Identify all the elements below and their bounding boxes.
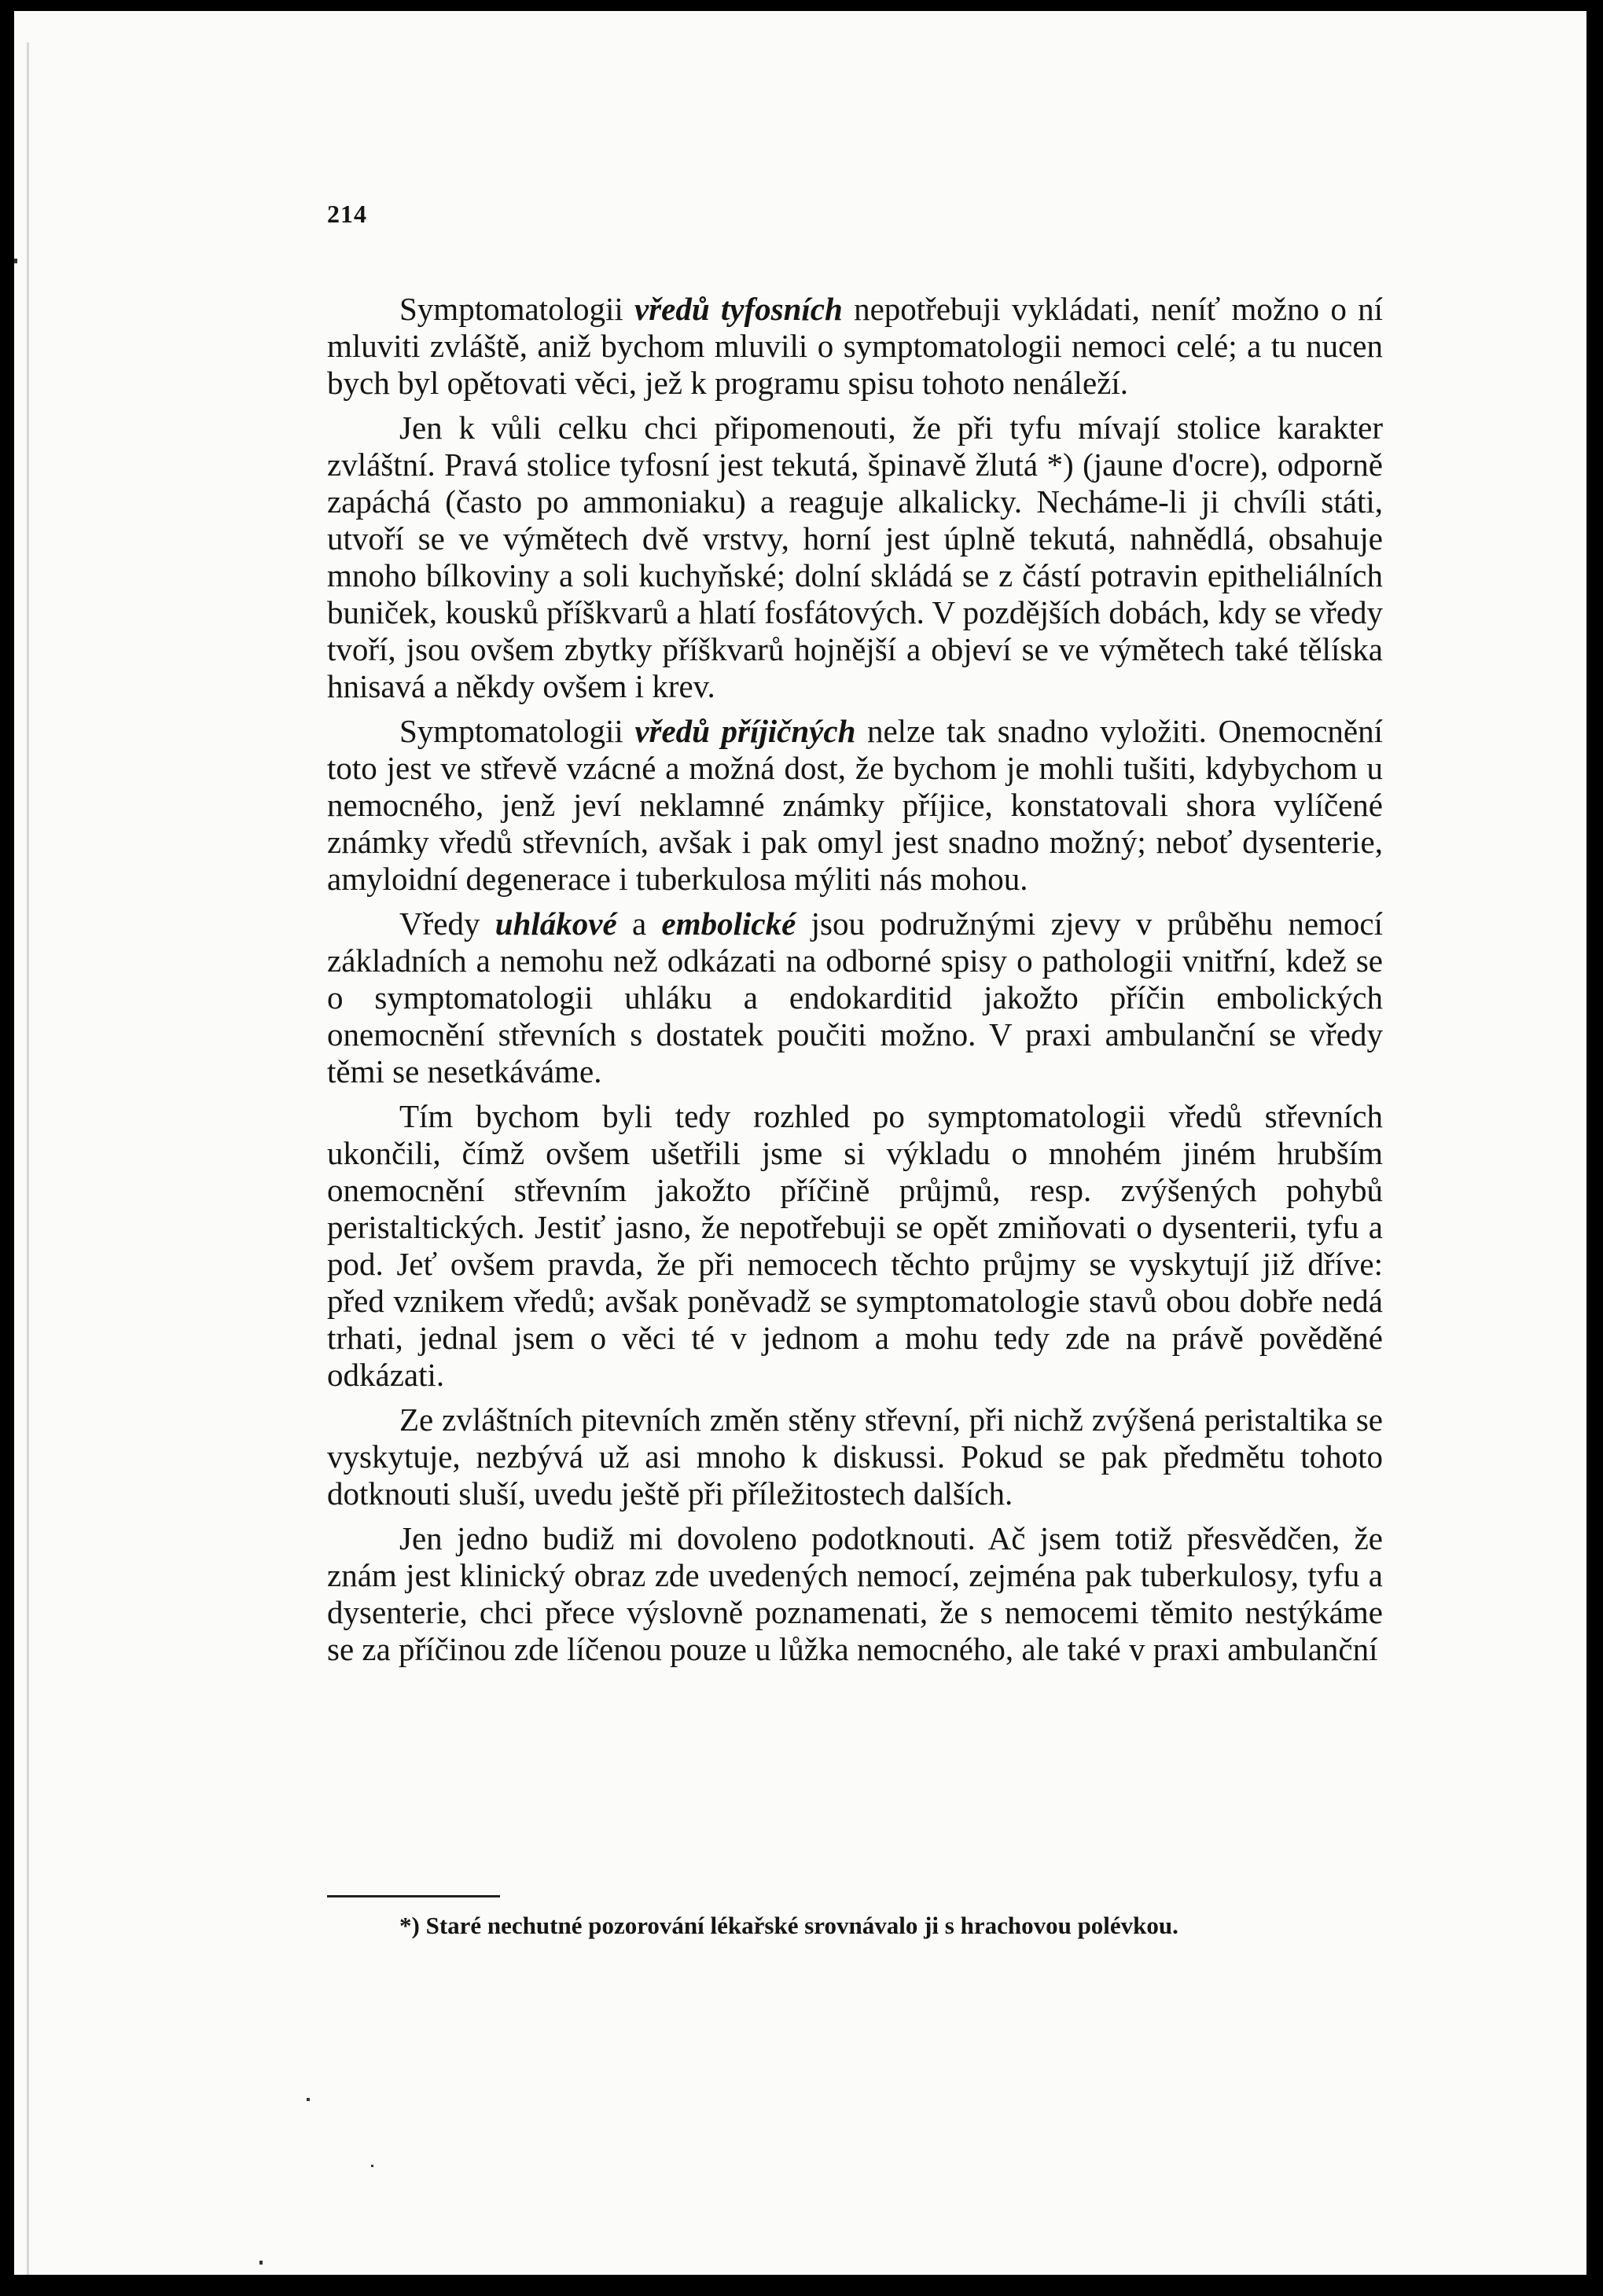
body-text — [327, 291, 1383, 1676]
paragraph: Tím bychom byli tedy rozhled po symptomatologii vředů střevních ukončili, čímž ovšem ušetřili jsme si výkladu o mnohém jiném hrubším onemocnění střevním jakožto příčině průjmů, resp. zvýšených pohybů peristaltických. Jestiť jasno, že nepotřebuji se opět zmiňovati o dysenterii, tyfu a pod. Jeť ovšem pravda, že při nemocech těchto průjmy se vyskytují již dříve: před vznikem vředů; avšak poněvadž se symptomatologie stavů obou dobře nedá trhati, jednal jsem o věci té v jednom a mohu tedy zde na právě pověděné odkázati. — [327, 1098, 1383, 1393]
footnote-divider — [327, 1895, 500, 1897]
page-edge-shadow — [27, 42, 29, 2275]
italic-term: vředů příjičných — [634, 713, 856, 749]
scan-speck — [371, 2165, 373, 2167]
scan-speck — [14, 259, 17, 263]
page-number: 214 — [327, 200, 367, 228]
italic-term: uhlákové — [495, 906, 617, 942]
italic-term: embolické — [661, 906, 796, 942]
footnote: *) Staré nechutné pozorování lékařské srovnávalo ji s hrachovou polévkou. — [399, 1912, 1178, 1939]
paragraph: Jen jedno budiž mi dovoleno podotknouti. Ač jsem totiž přesvědčen, že znám jest klinický obraz zde uvedených nemocí, zejména pak tuberkulosy, tyfu a dysenterie, chci přece výslovně poznamenati, že s nemocemi těmito nestýkáme se za příčinou zde líčenou pouze u lůžka nemocného, ale také v praxi ambulanční — [327, 1520, 1383, 1667]
book-page — [14, 11, 1586, 2275]
paragraph: Symptomatologii vředů tyfosních nepotřebuji vykládati, neníť možno o ní mluviti zvláště, aniž bychom mluvili o symptomatologii nemoci celé; a tu nucen bych byl opětovati věci, jež k programu spisu tohoto nenáleží. — [327, 291, 1383, 401]
paragraph: Ze zvláštních pitevních změn stěny střevní, při nichž zvýšená peristaltika se vyskytuje, nezbývá už asi mnoho k diskussi. Pokud se pak předmětu tohoto dotknouti sluší, uvedu ještě při příležitostech dalších. — [327, 1401, 1383, 1512]
paragraph: Jen k vůli celku chci připomenouti, že při tyfu mívají stolice karakter zvláštní. Pravá stolice tyfosní jest tekutá, špinavě žlutá *) (jaune d'ocre), odporně zapáchá (často po ammoniaku) a reaguje alkalicky. Necháme-li ji chvíli státi, utvoří se ve výmětech dvě vrstvy, horní jest úplně tekutá, nahnědlá, obsahuje mnoho bílkoviny a soli kuchyňské; dolní skládá se z částí potravin epitheliálních buniček, kousků příškvarů a hlatí fosfátových. V pozdějších dobách, kdy se vředy tvoří, jsou ovšem zbytky příškvarů hojnější a objeví se ve výmětech také tělíska hnisavá a někdy ovšem i krev. — [327, 410, 1383, 704]
paragraph: Symptomatologii vředů příjičných nelze tak snadno vyložiti. Onemocnění toto jest ve střevě vzácné a možná dost, že bychom je mohli tušiti, kdybychom u nemocného, jenž jeví neklamné známky příjice, konstatovali shora vylíčené známky vředů střevních, avšak i pak omyl jest snadno možný; neboť dysenterie, amyloidní degenerace i tuberkulosa mýliti nás mohou. — [327, 713, 1383, 897]
scan-speck — [259, 2261, 263, 2265]
paragraph: Vředy uhlákové a embolické jsou podružnými zjevy v průběhu nemocí základních a nemohu než odkázati na odborné spisy o pathologii vnitřní, kdež se o symptomatologii uhláku a endokarditid jakožto příčin embolických onemocnění střevních s dostatek poučiti možno. V praxi ambulanční se vředy těmi se nesetkáváme. — [327, 906, 1384, 1089]
italic-term: vředů tyfosních — [634, 291, 843, 327]
scan-speck — [307, 2098, 310, 2101]
